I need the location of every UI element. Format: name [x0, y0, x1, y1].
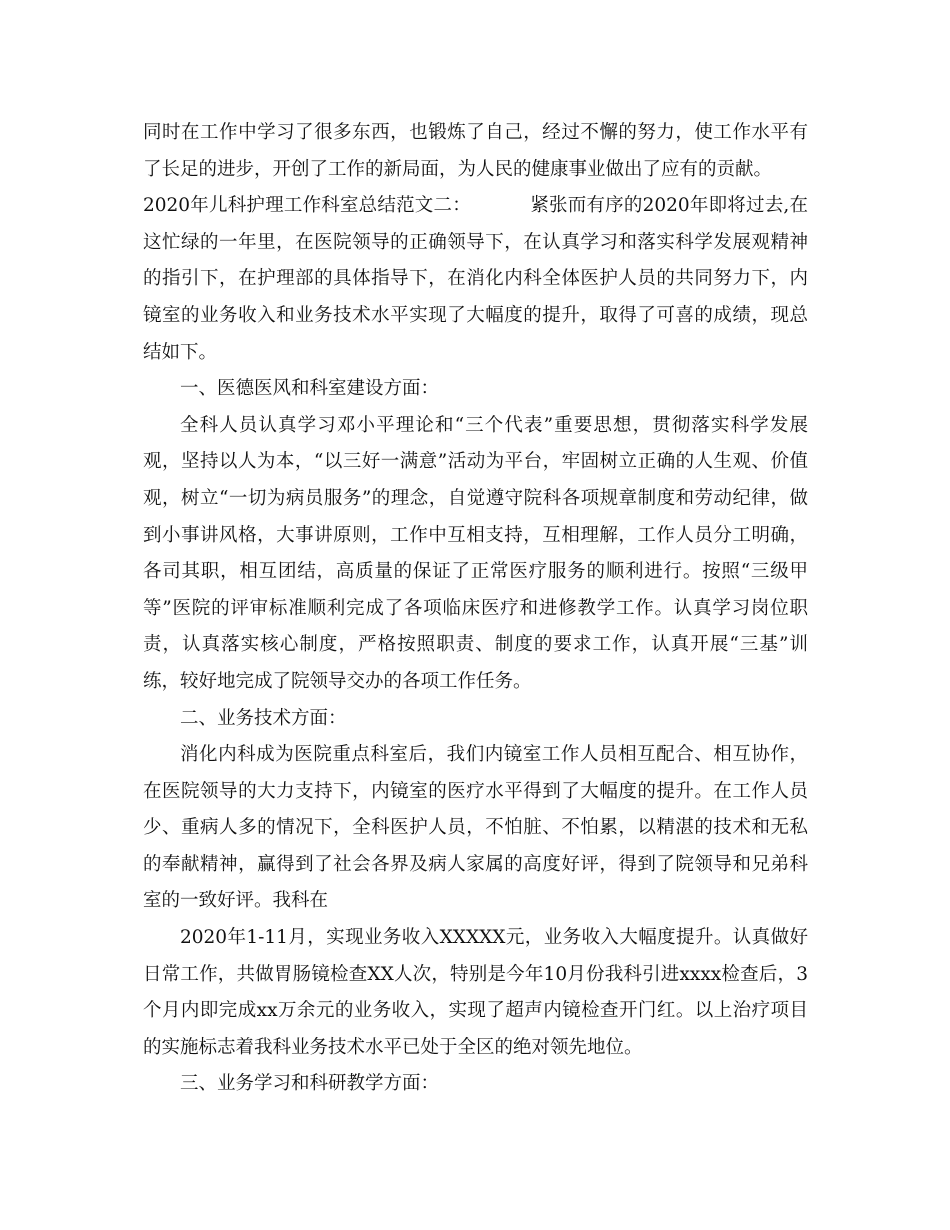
paragraph-title-line	[143, 188, 808, 371]
paragraph-section-2-stats: 2020年1-11月，实现业务收入XXXXX元，业务收入大幅度提升。认真做好日常工作，共做胃肠镜检查XX人次，特别是今年10月份我科引进xxxx检查后，3个月内即完成xx万余元的业务收入，实现了超声内镜检查开门红。以上治疗项目的实施标志着我科业务技术水平已处于全区的绝对领先地位。	[143, 927, 808, 1058]
section-heading-3: 三、业务学习和科研教学方面：	[180, 1073, 440, 1095]
section-heading-2: 二、业务技术方面：	[180, 707, 347, 729]
document-body	[143, 115, 808, 1103]
paragraph-section-1: 全科人员认真学习邓小平理论和“三个代表”重要思想，贯彻落实科学发展观，坚持以人为本，“以三好一满意”活动为平台，牢固树立正确的人生观、价值观，树立“一切为病员服务”的理念，自觉遵守院科各项规章制度和劳动纪律，做到小事讲风格，大事讲原则，工作中互相支持，互相理解，工作人员分工明确，各司其职，相互团结，高质量的保证了正常医疗服务的顺利进行。按照“三级甲等”医院的评审标准顺利完成了各项临床医疗和进修教学工作。认真学习岗位职责，认真落实核心制度，严格按照职责、制度的要求工作，认真开展“三基”训练，较好地完成了院领导交办的各项工作任务。	[143, 414, 808, 692]
opening-text: 紧张而有序的2020年即将过去,在这忙绿的一年里，在医院领导的正确领导下，在认真学习和落实科学发展观精神的指引下，在护理部的具体指导下，在消化内科全体医护人员的共同努力下，内镜室的业务收入和业务技术水平实现了大幅度的提升，取得了可喜的成绩，现总结如下。	[143, 195, 808, 363]
article-title: 2020年儿科护理工作科室总结范文二：	[143, 195, 471, 217]
section-heading-1: 一、医德医风和科室建设方面：	[180, 378, 440, 400]
paragraph-intro: 同时在工作中学习了很多东西，也锻炼了自己，经过不懈的努力，使工作水平有了长足的进步，开创了工作的新局面，为人民的健康事业做出了应有的贡献。	[143, 122, 808, 180]
paragraph-section-2: 消化内科成为医院重点科室后，我们内镜室工作人员相互配合、相互协作，在医院领导的大力支持下，内镜室的医疗水平得到了大幅度的提升。在工作人员少、重病人多的情况下，全科医护人员，不怕脏、不怕累，以精湛的技术和无私的奉献精神，赢得到了社会各界及病人家属的高度好评，得到了院领导和兄弟科室的一致好评。我科在	[143, 744, 808, 912]
